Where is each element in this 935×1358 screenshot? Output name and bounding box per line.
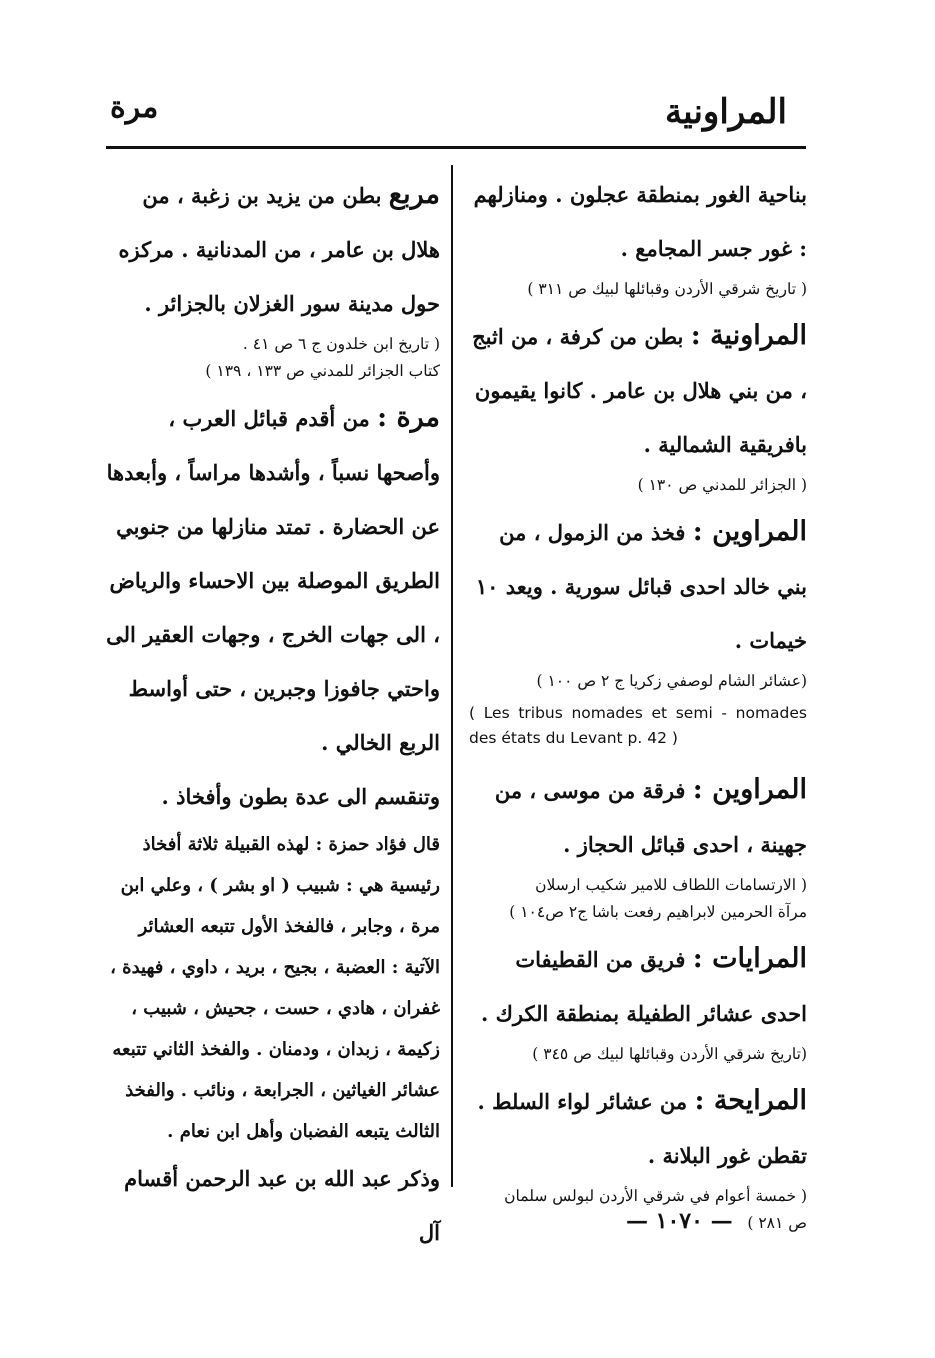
entry-text: بناحية الغور بمنطقة عجلون . ومنازلهم : غور جسر المجامع .	[473, 182, 807, 261]
paragraph: وتنقسم الى عدة بطون وأفخاذ .	[161, 784, 440, 809]
entry-murra	[100, 391, 440, 770]
citation-line: مرآة الحرمين لابراهيم رفعت باشا ج٢ ص١٠٤ )	[509, 903, 807, 921]
entry-marawin-2	[465, 763, 807, 872]
entry-heading: مربع	[388, 179, 440, 210]
entry-heading: المرايحة :	[694, 1085, 807, 1116]
right-column	[465, 168, 807, 1243]
entry-body: فريق من القطيفات احدى عشائر الطفيلة بمنطقة الكرك .	[480, 947, 807, 1026]
entry-heading: المراوين :	[692, 516, 807, 547]
citation	[100, 331, 440, 385]
entry-body: بطن من يزيد بن زغبة ، من هلال بن عامر ، من المدنانية . مركزه حول مدينة سور الغزلان بالجزائر .	[118, 183, 440, 316]
column-divider	[451, 165, 453, 1187]
left-column	[100, 168, 440, 1260]
citation-line: ( الارتسامات اللطاف للامير شكيب ارسلان	[535, 876, 807, 894]
citation-line: ( تاريخ ابن خلدون ج ٦ ص ٤١ .	[242, 335, 440, 353]
page-number: — ١٠٧٠ —	[626, 1208, 733, 1234]
entry-body: من أقدم قبائل العرب ، وأصحها نسباً ، وأشدها مراساً ، وأبعدها عن الحضارة . تمتد منازلها من جنوبي الطريق الموصلة بين الاحساء والرياض ، الى جهات الخرج ، وجهات العقير الى واحتي جافوزا وجبرين ، حتى أواسط الربع الخالي .	[106, 406, 440, 755]
header-rule	[106, 146, 806, 149]
entry-marawin-1	[465, 505, 807, 668]
citation-line: ( خمسة أعوام في شرقي الأردن لبولس سلمان	[504, 1187, 807, 1205]
entry-heading: المراوين :	[692, 774, 807, 805]
entry-heading: المرايات :	[692, 943, 807, 974]
citation: ( الجزائر للمدني ص ١٣٠ )	[637, 476, 807, 494]
citation-line: كتاب الجزائر للمدني ص ١٣٣ ، ١٣٩ )	[205, 362, 440, 380]
latin-citation: ( Les tribus nomades et semi - nomades des états du Levant p. 42 )	[469, 704, 807, 747]
citation: ( تاريخ شرقي الأردن وقبائلها لبيك ص ٣١١ )	[527, 280, 807, 298]
paragraph: قال فؤاد حمزة : لهذه القبيلة ثلاثة أفخاذ رئيسية هي : شبيب ( او بشر ) ، وعلي ابن مرة ، وجابر ، فالفخذ الأول تتبعه العشائر الآتية : العضبة ، بجيح ، بريد ، داوي ، فهيدة ، غفران ، هادي ، حست ، جحيش ، شبيب ، زكيمة ، زبدان ، ودمنان . والفخذ الثاني تتبعه عشائر الغياثين ، الجرابعة ، ونائب . والفخذ الثالث يتبعه الفضبان وأهل ابن نعام .	[110, 834, 440, 1142]
entry-body: من عشائر لواء السلط . تقطن غور البلانة .	[477, 1089, 807, 1168]
entry-marayat	[465, 932, 807, 1041]
header-title-right: المراونية	[664, 92, 787, 132]
entry-heading: مرة :	[377, 402, 440, 433]
entry-body: بطن من كرفة ، من اثبج ، من بني هلال بن عامر . كانوا يقيمون بافريقية الشمالية .	[472, 324, 807, 457]
citation	[465, 872, 807, 926]
paragraph: وذكر عبد الله بن عبد الرحمن أقسام آل	[124, 1166, 440, 1245]
entry-body: فخذ من الزمول ، من بني خالد احدى قبائل سورية . ويعد ١٠ خيمات .	[475, 520, 807, 653]
citation: (تاريخ شرقي الأردن وقبائلها لبيك ص ٣٤٥ )	[532, 1045, 807, 1063]
entry-heading: المراونية :	[690, 320, 807, 351]
header-title-left: مرة	[110, 90, 159, 125]
citation: (عشائر الشام لوصفي زكريا ج ٢ ص ١٠٠ )	[536, 672, 807, 690]
entry-marayha	[465, 1074, 807, 1183]
entry-maraouniya	[465, 309, 807, 472]
entry-murabba	[100, 168, 440, 331]
citation-line: ص ٢٨١ )	[747, 1214, 807, 1232]
entry-body: فرقة من موسى ، من جهينة ، احدى قبائل الحجاز .	[494, 778, 807, 857]
